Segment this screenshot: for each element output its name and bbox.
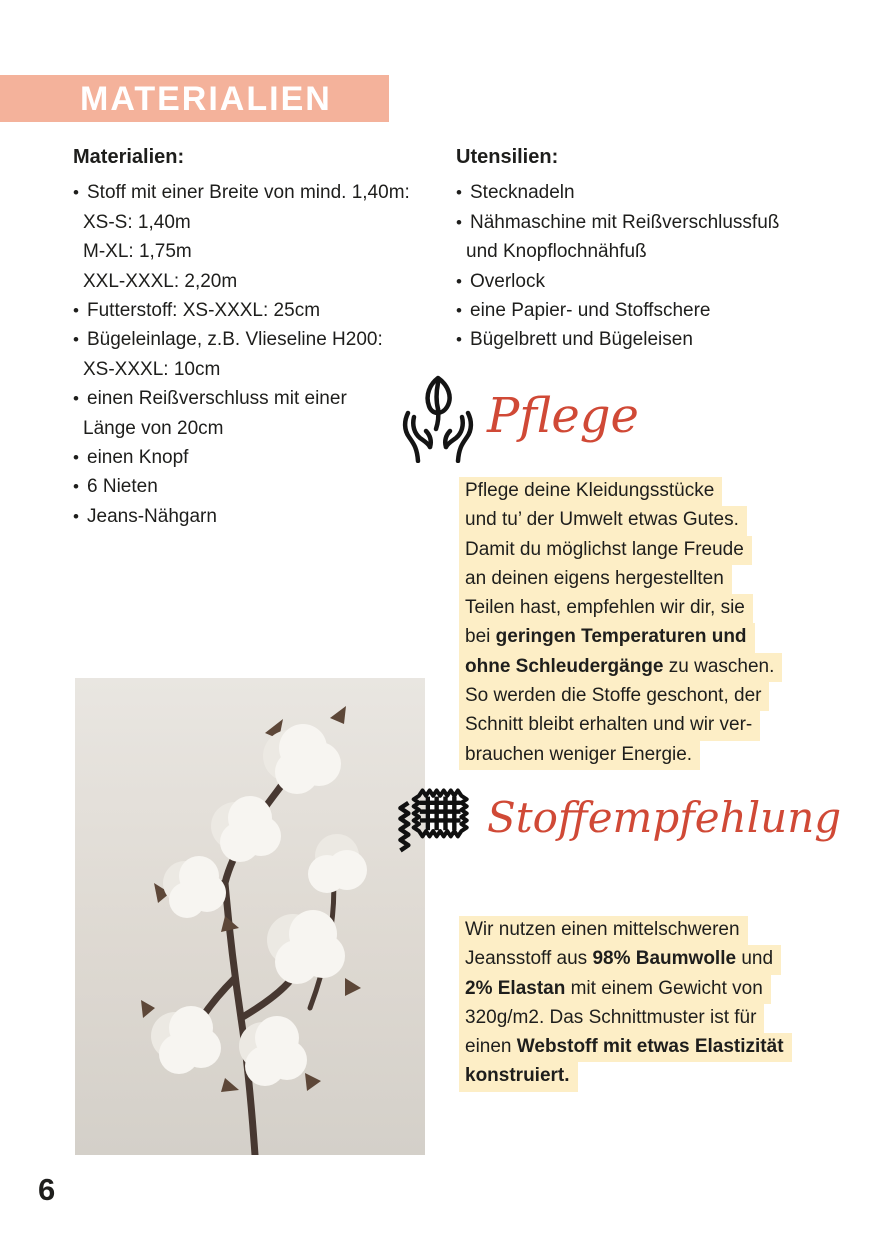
bullet-dot: •	[73, 506, 79, 526]
highlighted-line: Jeansstoff aus 98% Baumwolle und	[459, 945, 792, 974]
list-item-text: Stecknadeln	[470, 182, 575, 204]
highlighted-line: Wir nutzen einen mittelschweren	[459, 916, 792, 945]
list-item	[73, 443, 455, 472]
care-paragraph	[459, 477, 782, 770]
highlighted-line: ohne Schleudergänge zu waschen.	[459, 653, 782, 682]
list-item-text: Overlock	[470, 270, 545, 292]
bullet-dot: •	[73, 183, 79, 203]
list-item-text: XXL-XXXL: 2,20m	[83, 270, 238, 292]
bullet-dot: •	[456, 212, 462, 232]
bullet-dot: •	[73, 448, 79, 468]
list-item-text: XS-XXXL: 10cm	[83, 358, 221, 380]
list-item-text: Jeans-Nähgarn	[87, 505, 217, 527]
care-section-heading: Pflege	[487, 388, 639, 444]
page-title: MATERIALIEN	[80, 80, 332, 118]
bullet-dot: •	[456, 271, 462, 291]
list-item	[73, 325, 455, 354]
utensils-heading: Utensilien:	[456, 146, 559, 168]
bullet-dot: •	[73, 301, 79, 321]
list-item-text: eine Papier- und Stoffschere	[470, 300, 711, 322]
highlighted-line: Schnitt bleibt erhalten und wir ver-	[459, 711, 782, 740]
highlighted-line: Teilen hast, empfehlen wir dir, sie	[459, 594, 782, 623]
hands-holding-leaf-icon	[402, 375, 474, 468]
highlighted-line: Pflege deine Kleidungsstücke	[459, 477, 782, 506]
list-item	[73, 472, 455, 501]
materials-list	[73, 178, 455, 531]
section-header-bar	[0, 75, 389, 122]
list-item	[73, 208, 455, 237]
list-item	[73, 267, 455, 296]
highlighted-line: Damit du möglichst lange Freude	[459, 536, 782, 565]
list-item	[73, 296, 455, 325]
highlighted-line: brauchen weniger Energie.	[459, 741, 782, 770]
list-item	[456, 208, 856, 237]
bullet-dot: •	[456, 301, 462, 321]
list-item-text: XS-S: 1,40m	[83, 211, 191, 233]
bullet-dot: •	[73, 389, 79, 409]
bullet-dot: •	[456, 330, 462, 350]
list-item	[456, 325, 856, 354]
list-item-text: Nähmaschine mit Reißverschlussfuß	[470, 211, 780, 233]
list-item-text: Bügelbrett und Bügeleisen	[470, 329, 693, 351]
page-number: 6	[38, 1172, 56, 1207]
highlighted-line: und tu’ der Umwelt etwas Gutes.	[459, 506, 782, 535]
list-item	[456, 178, 856, 207]
cotton-photo	[75, 678, 425, 1155]
list-item-text: und Knopflochnähfuß	[466, 241, 647, 263]
fabric-paragraph	[459, 916, 792, 1092]
highlighted-line: einen Webstoff mit etwas Elastizität	[459, 1033, 792, 1062]
list-item	[456, 237, 856, 266]
highlighted-line: 320g/m2. Das Schnittmuster ist für	[459, 1004, 792, 1033]
highlighted-line: konstruiert.	[459, 1062, 792, 1091]
bullet-dot: •	[73, 477, 79, 497]
bullet-dot: •	[73, 330, 79, 350]
list-item-text: Stoff mit einer Breite von mind. 1,40m:	[87, 182, 410, 204]
materials-heading: Materialien:	[73, 146, 185, 168]
utensils-column	[456, 143, 856, 355]
materials-column	[73, 143, 455, 531]
list-item	[456, 267, 856, 296]
list-item-text: M-XL: 1,75m	[83, 241, 192, 263]
list-item	[456, 296, 856, 325]
fabric-section-heading: Stoffempfehlung	[487, 793, 842, 842]
highlighted-line: So werden die Stoffe geschont, der	[459, 682, 782, 711]
highlighted-line: an deinen eigens hergestellten	[459, 565, 782, 594]
list-item	[73, 414, 455, 443]
highlighted-line: bei geringen Temperaturen und	[459, 623, 782, 652]
list-item-text: 6 Nieten	[87, 476, 158, 498]
fabric-swatch-icon	[396, 778, 472, 875]
list-item-text: einen Reißverschluss mit einer	[87, 388, 347, 410]
highlighted-line: 2% Elastan mit einem Gewicht von	[459, 975, 792, 1004]
utensils-list	[456, 178, 856, 354]
list-item	[73, 384, 455, 413]
list-item	[73, 502, 455, 531]
list-item-text: Länge von 20cm	[83, 417, 224, 439]
list-item	[73, 237, 455, 266]
list-item-text: einen Knopf	[87, 447, 189, 469]
bullet-dot: •	[456, 183, 462, 203]
list-item-text: Bügeleinlage, z.B. Vlieseline H200:	[87, 329, 383, 351]
list-item	[73, 178, 455, 207]
list-item	[73, 355, 455, 384]
list-item-text: Futterstoff: XS-XXXL: 25cm	[87, 300, 321, 322]
